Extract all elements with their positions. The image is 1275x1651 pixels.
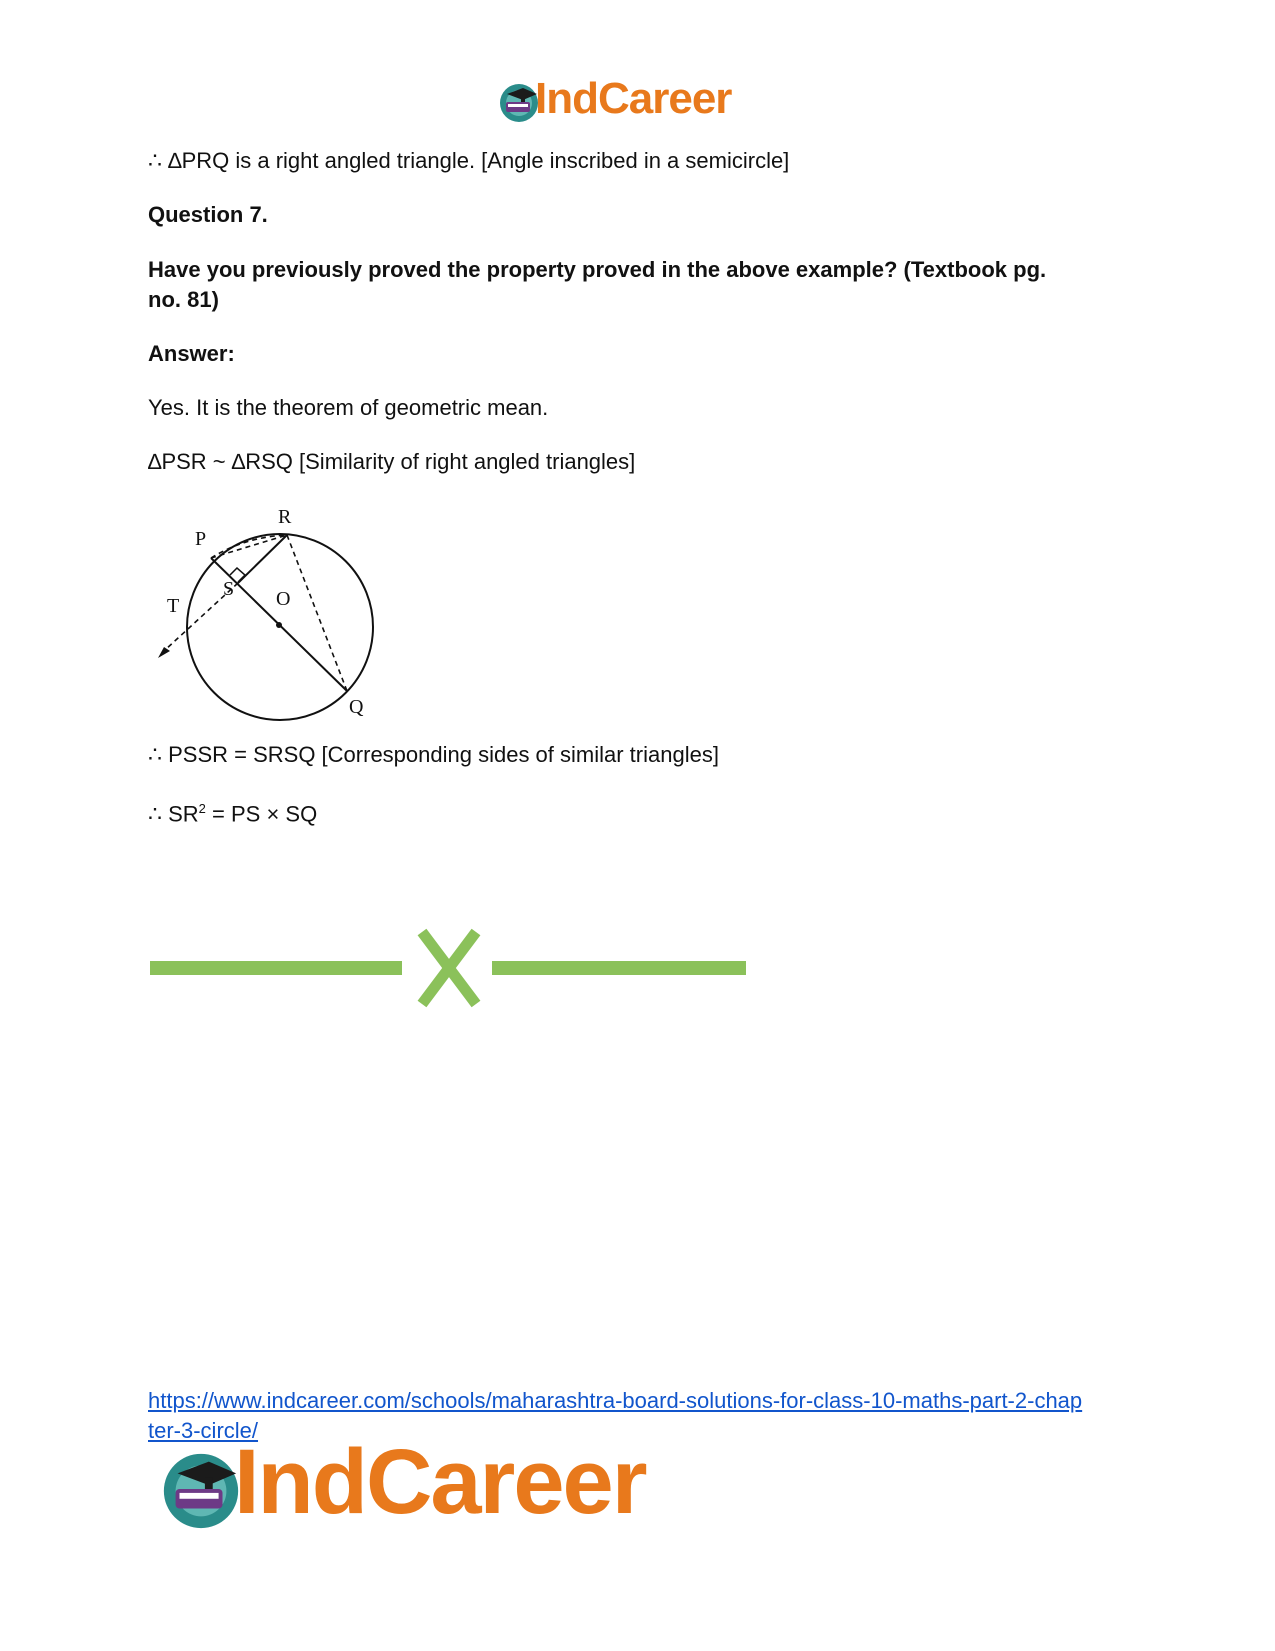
center-point [276,622,282,628]
answer-line-4-suffix: = PS × SQ [205,801,318,827]
circle-figure [150,505,410,725]
graduation-cap-book-icon [158,1446,244,1532]
header-brand-text: IndCareer [535,74,732,123]
footer-logo [158,1431,698,1540]
arrow-head [158,647,170,658]
label-o: O [276,588,291,610]
section-divider [148,928,748,1008]
question-text-line-2: no. 81) [148,287,219,312]
conclusion-line: ∴ ∆PRQ is a right angled triangle. [Angle inscribed in a semicircle] [148,148,790,173]
label-s: S [223,578,235,600]
source-link-line-2[interactable]: ter-3-circle/ [148,1418,259,1443]
footer-brand-text: IndCareer [234,1431,646,1533]
answer-line-2: ∆PSR ~ ∆RSQ [Similarity of right angled triangles] [148,449,636,474]
answer-line-3: ∴ PSSR = SRSQ [Corresponding sides of similar triangles] [148,742,719,767]
header-logo [497,74,767,126]
answer-line-4 [148,794,317,829]
question-label: Question 7. [148,202,268,227]
label-r: R [278,506,292,528]
source-link-line-1[interactable]: https://www.indcareer.com/schools/maharashtra-board-solutions-for-class-10-maths-part-2-chap [148,1388,1083,1413]
dashed-rq [287,535,347,691]
label-p: P [195,528,207,550]
question-text-line-1: Have you previously proved the property proved in the above example? (Textbook pg. [148,257,1047,282]
answer-line-4-superscript: 2 [198,801,206,816]
answer-label: Answer: [148,341,235,366]
answer-line-4-prefix: ∴ SR [148,801,199,827]
answer-line-1: Yes. It is the theorem of geometric mean. [148,395,549,420]
label-q: Q [349,696,364,718]
label-t: T [167,595,180,617]
